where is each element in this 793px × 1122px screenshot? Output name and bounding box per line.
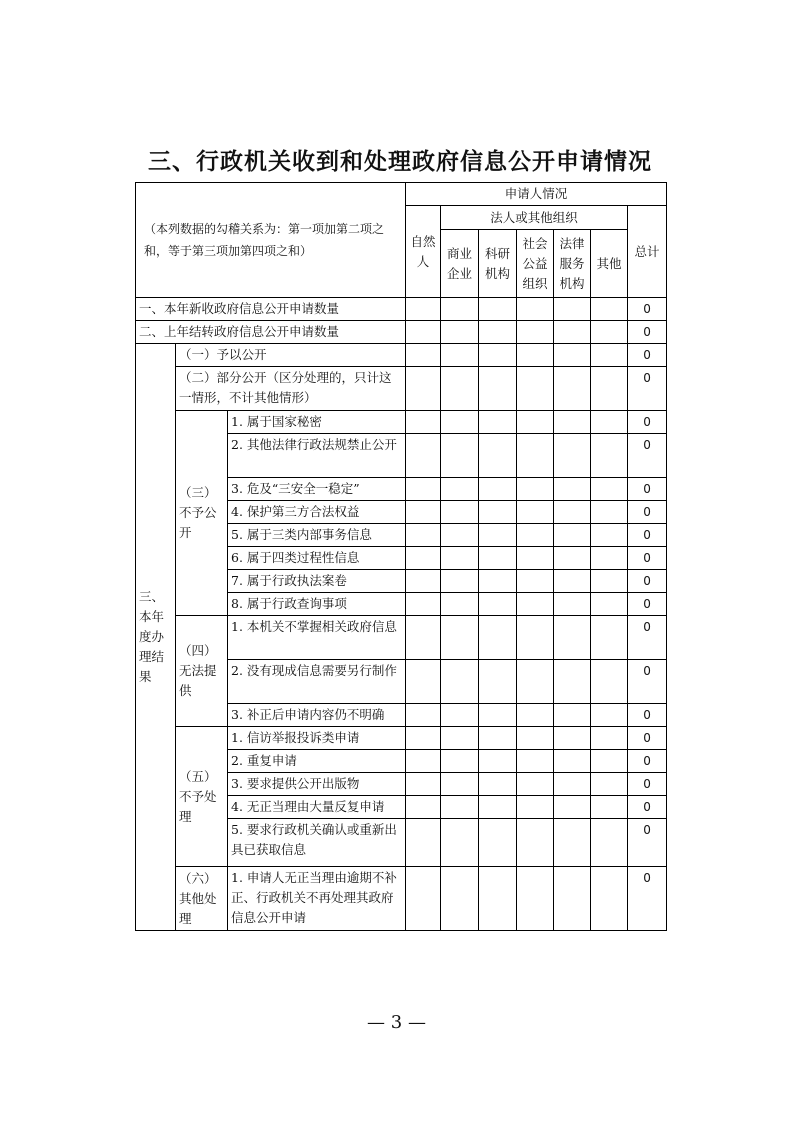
row-label: 6. 属于四类过程性信息	[228, 547, 406, 570]
total-cell: 0	[628, 750, 667, 773]
row-label: 1. 本机关不掌握相关政府信息	[228, 616, 406, 660]
row-label: 7. 属于行政执法案卷	[228, 570, 406, 593]
table-row	[136, 298, 667, 321]
info-disclosure-table	[135, 182, 667, 931]
total-cell: 0	[628, 547, 667, 570]
row-label: （二）部分公开（区分处理的，只计这一情形，不计其他情形）	[176, 367, 406, 411]
table-row	[136, 867, 667, 931]
total-cell: 0	[628, 616, 667, 660]
row-label: 1. 属于国家秘密	[228, 411, 406, 434]
row-label: 2. 其他法律行政法规禁止公开	[228, 434, 406, 478]
total-cell: 0	[628, 660, 667, 704]
total-cell: 0	[628, 501, 667, 524]
row-label: 5. 要求行政机关确认或重新出具已获取信息	[228, 819, 406, 867]
applicant-situation-header: 申请人情况	[406, 183, 667, 206]
other-org-header: 其他	[591, 230, 628, 298]
row-label: 一、本年新收政府信息公开申请数量	[136, 298, 406, 321]
results-label: 三、本年度办理结果	[136, 344, 176, 931]
total-cell: 0	[628, 593, 667, 616]
total-cell: 0	[628, 344, 667, 367]
commercial-header: 商业企业	[441, 230, 479, 298]
total-cell: 0	[628, 524, 667, 547]
row-label: 1. 信访举报投诉类申请	[228, 727, 406, 750]
relation-note: （本列数据的勾稽关系为：第一项加第二项之和，等于第三项加第四项之和）	[136, 183, 406, 298]
total-cell: 0	[628, 298, 667, 321]
row-label: 4. 保护第三方合法权益	[228, 501, 406, 524]
research-header: 科研机构	[479, 230, 517, 298]
row-label: 2. 重复申请	[228, 750, 406, 773]
group-label: （三）不予公开	[176, 411, 228, 616]
row-label: 3. 危及“三安全一稳定”	[228, 478, 406, 501]
total-header: 总计	[628, 206, 667, 298]
row-label: 8. 属于行政查询事项	[228, 593, 406, 616]
table-row	[136, 344, 667, 367]
row-label: （一）予以公开	[176, 344, 406, 367]
total-cell: 0	[628, 704, 667, 727]
group-label: （六）其他处理	[176, 867, 228, 931]
row-label: 1. 申请人无正当理由逾期不补正、行政机关不再处理其政府信息公开申请	[228, 867, 406, 931]
table-row	[136, 616, 667, 660]
total-cell: 0	[628, 867, 667, 931]
row-label: 3. 要求提供公开出版物	[228, 773, 406, 796]
total-cell: 0	[628, 727, 667, 750]
row-label: 二、上年结转政府信息公开申请数量	[136, 321, 406, 344]
legal-person-group-header: 法人或其他组织	[441, 206, 628, 230]
total-cell: 0	[628, 434, 667, 478]
total-cell: 0	[628, 796, 667, 819]
page-number: — 3 —	[367, 1012, 426, 1033]
group-label: （四）无法提供	[176, 616, 228, 727]
total-cell: 0	[628, 321, 667, 344]
row-label: 3. 补正后申请内容仍不明确	[228, 704, 406, 727]
group-label: （五）不予处理	[176, 727, 228, 867]
row-label: 5. 属于三类内部事务信息	[228, 524, 406, 547]
legal-service-header: 法律服务机构	[554, 230, 591, 298]
total-cell: 0	[628, 411, 667, 434]
total-cell: 0	[628, 773, 667, 796]
social-welfare-header: 社会公益组织	[517, 230, 554, 298]
total-cell: 0	[628, 367, 667, 411]
table-row	[136, 411, 667, 434]
total-cell: 0	[628, 819, 667, 867]
table-row	[136, 367, 667, 411]
section-title: 三、行政机关收到和处理政府信息公开申请情况	[148, 149, 652, 175]
row-label: 4. 无正当理由大量反复申请	[228, 796, 406, 819]
table-row	[136, 321, 667, 344]
total-cell: 0	[628, 478, 667, 501]
natural-person-header: 自然人	[406, 206, 441, 298]
table-row	[136, 727, 667, 750]
total-cell: 0	[628, 570, 667, 593]
row-label: 2. 没有现成信息需要另行制作	[228, 660, 406, 704]
